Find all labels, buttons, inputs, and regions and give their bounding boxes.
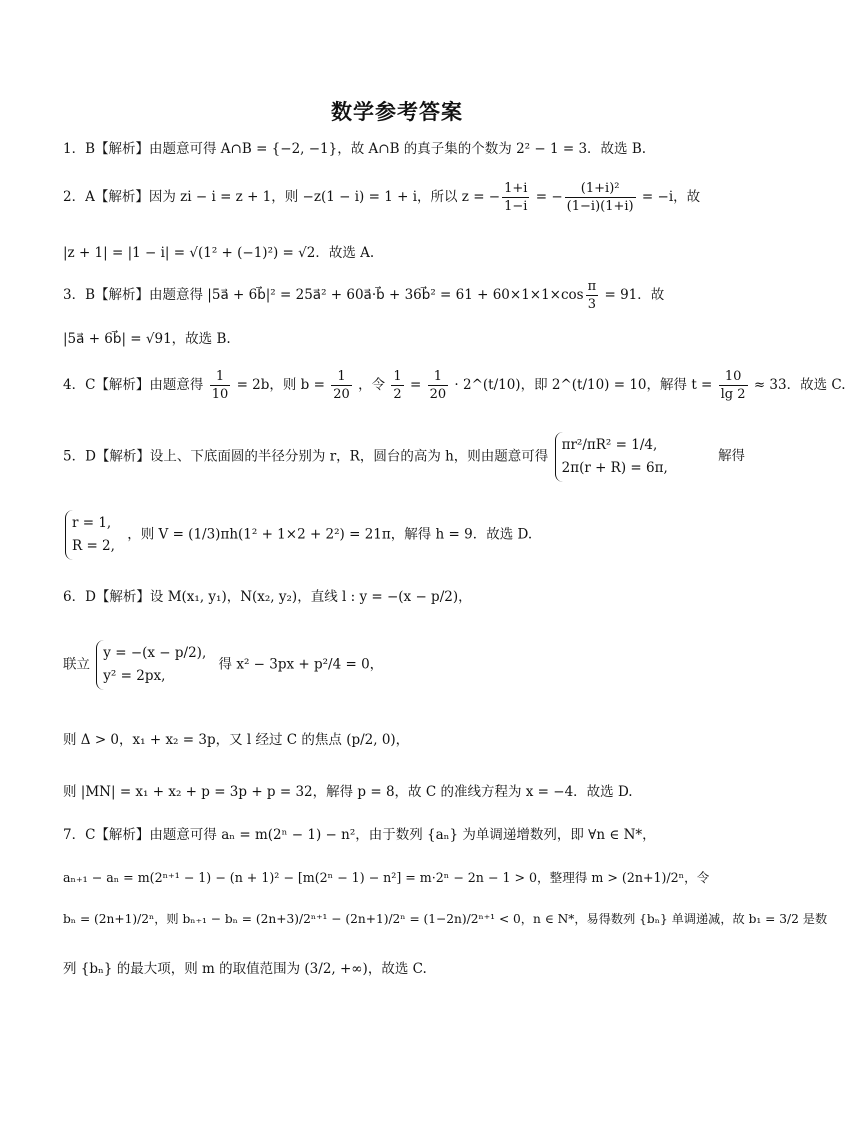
q4-fraction-4 (428, 370, 449, 401)
q1-line-1: 1．B【解析】由题意可得 A∩B = {−2, −1}，故 A∩B 的真子集的个数为 2² − 1 = 3．故选 B. (63, 141, 647, 157)
q4-f1-num: 1 (210, 370, 231, 386)
q4-line-1 (63, 369, 846, 402)
q4-text-b: = 2b，则 b = (236, 377, 325, 393)
q5-line-2 (63, 510, 743, 560)
q4-fraction-1 (210, 370, 231, 401)
q6-text-post: 得 x² − 3px + p²/4 = 0， (218, 656, 384, 673)
q2-frac2-num: (1+i)² (565, 182, 636, 198)
q6-sys-row2: y² = 2px, (103, 667, 166, 684)
q3-text-a: 3．B【解析】由题意得 |5a⃗ + 6b⃗|² = 25a⃗² + 60a⃗·b⃗ + 36b⃗² = 61 + 60×1×1×cos (63, 287, 584, 303)
q4-fraction-2 (331, 370, 352, 401)
q4-f2-num: 1 (331, 370, 352, 386)
q4-f4-den: 20 (429, 387, 447, 402)
q4-f5-num: 10 (719, 370, 748, 386)
q4-f5-den: lg 2 (720, 387, 746, 402)
q5-system-2 (65, 510, 121, 560)
page-title: 数学参考答案 (331, 100, 463, 124)
q5-text-c: ，则 V = (1/3)πh(1² + 1×2 + 2²) = 21π，解得 h = 9．故选 D. (127, 526, 533, 543)
q2-frac1-num: 1+i (504, 181, 528, 196)
q7-line-3: bₙ = (2n+1)/2ⁿ，则 bₙ₊₁ − bₙ = (2n+3)/2ⁿ⁺¹ − (2n+1)/2ⁿ = (1−2n)/2ⁿ⁺¹ < 0，n ∈ N*，易得数列 {bₙ} 单调递减，故 b₁ = 3/2 是数 (63, 912, 828, 926)
q2-text-b: = − (531, 189, 563, 205)
q5-text-b: 解得 (718, 448, 746, 465)
q2-frac1-den: 1−i (504, 199, 528, 214)
q2-text-c: = −i，故 (637, 189, 701, 205)
q4-text-a: 4．C【解析】由题意得 (63, 377, 204, 393)
q6-line-3: 则 Δ > 0，x₁ + x₂ = 3p，又 l 经过 C 的焦点 (p/2, 0)， (63, 732, 410, 748)
q2-fraction-2 (565, 182, 636, 213)
q2-fraction-1 (502, 182, 529, 213)
q4-fraction-3 (391, 370, 403, 401)
q4-text-f: ≈ 33．故选 C. (753, 377, 846, 393)
q6-system (96, 640, 212, 690)
q5-line-1 (63, 432, 746, 482)
q7-line-2: aₙ₊₁ − aₙ = m(2ⁿ⁺¹ − 1) − (n + 1)² − [m(2ⁿ − 1) − n²] = m·2ⁿ − 2n − 1 > 0，整理得 m > (2n+1)/2ⁿ，令 (63, 870, 710, 885)
q2-text-a: 2．A【解析】因为 zi − i = z + 1，则 −z(1 − i) = 1 + i，所以 z = − (63, 189, 501, 205)
q5-sys1-row2: 2π(r + R) = 6π, (561, 459, 668, 476)
q6-line-4: 则 |MN| = x₁ + x₂ + p = 3p + p = 32，解得 p = 8，故 C 的准线方程为 x = −4．故选 D. (63, 784, 633, 800)
q2-line-1 (63, 182, 743, 213)
q4-f2-den: 20 (333, 387, 350, 402)
q2-line-2: |z + 1| = |1 − i| = √(1² + (−1)²) = √2．故选 A. (63, 245, 375, 261)
q4-text-c: ，令 (358, 377, 386, 393)
q3-frac-den: 3 (587, 297, 597, 312)
q3-fraction (586, 280, 599, 311)
q2-frac2-den: (1−i)(1+i) (566, 199, 634, 214)
q5-sys2-row1: r = 1, (72, 515, 112, 531)
q4-f1-den: 10 (211, 387, 229, 402)
q5-sys1-row1: πr²/πR² = 1/4, (561, 437, 658, 453)
q3-frac-num: π (587, 279, 597, 294)
q6-line-2 (63, 640, 743, 690)
q4-f4-num: 1 (428, 370, 449, 386)
q4-f3-num: 1 (393, 369, 402, 384)
q5-sys2-row2: R = 2, (72, 537, 115, 554)
q7-line-1: 7．C【解析】由题意可得 aₙ = m(2ⁿ − 1) − n²，由于数列 {aₙ} 为单调递增数列，即 ∀n ∈ N*， (63, 827, 656, 843)
q3-line-1 (63, 280, 743, 311)
q6-line-1: 6．D【解析】设 M(x₁, y₁)，N(x₂, y₂)，直线 l : y = −(x − p/2)， (63, 589, 472, 605)
q3-text-b: = 91．故 (600, 287, 665, 303)
q4-fraction-5 (719, 370, 748, 401)
q5-system-1 (555, 432, 674, 482)
q4-text-e: · 2^(t/10)，即 2^(t/10) = 10，解得 t = (454, 377, 713, 393)
q6-sys-row1: y = −(x − p/2), (103, 645, 207, 661)
q5-text-a: 5．D【解析】设上、下底面圆的半径分别为 r，R，圆台的高为 h，则由题意可得 (63, 448, 549, 465)
q7-line-4: 列 {bₙ} 的最大项，则 m 的取值范围为 (3/2, +∞)，故选 C. (63, 961, 427, 977)
q4-f3-den: 2 (393, 387, 402, 402)
q6-text-pre: 联立 (63, 656, 90, 673)
q3-line-2: |5a⃗ + 6b⃗| = √91，故选 B. (63, 331, 231, 347)
q4-text-d: = (409, 377, 422, 393)
